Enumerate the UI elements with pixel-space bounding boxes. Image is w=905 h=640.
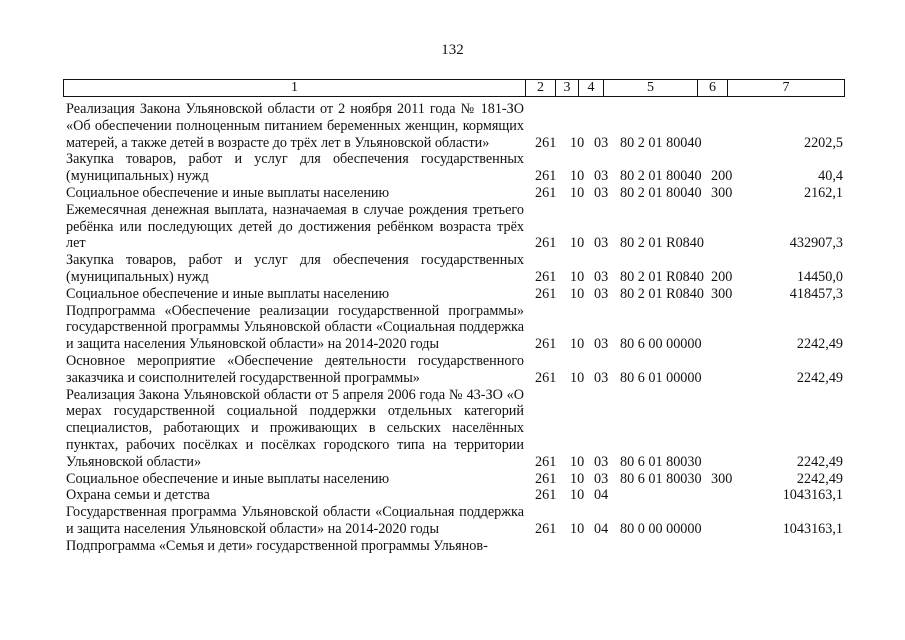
row-col-6: 300 <box>711 184 733 201</box>
row-col-5: 80 2 01 80040 <box>620 184 702 201</box>
table-row <box>0 151 905 185</box>
row-col-7: 2202,5 <box>803 134 843 151</box>
row-col-3: 10 <box>570 520 585 537</box>
table-row <box>0 471 905 488</box>
page-number: 132 <box>441 42 464 58</box>
row-col-3: 10 <box>570 184 585 201</box>
row-col-3: 10 <box>570 453 585 470</box>
table-row <box>0 303 905 353</box>
table-row <box>0 185 905 202</box>
row-name: Подпрограмма «Обеспечение реализации государственной программы» государственной программы Ульяновской области «Социальная поддержка и защита населения Ульяновской области» на 2014-2020 годы <box>66 302 524 353</box>
column-header-table <box>63 79 845 97</box>
row-col-2: 261 <box>535 285 557 302</box>
row-col-2: 261 <box>535 453 557 470</box>
row-col-4: 03 <box>594 369 609 386</box>
row-col-4: 04 <box>594 487 609 504</box>
row-col-4: 03 <box>594 235 609 252</box>
table-row <box>0 101 905 151</box>
row-col-4: 03 <box>594 134 609 151</box>
row-col-7: 2242,49 <box>796 336 843 353</box>
table-row <box>0 487 905 504</box>
row-col-5: 80 6 01 00000 <box>620 369 702 386</box>
row-col-2: 261 <box>535 470 557 487</box>
row-col-5: 80 6 00 00000 <box>620 336 702 353</box>
row-col-7: 14450,0 <box>796 268 843 285</box>
row-col-5: 80 2 01 80040 <box>620 168 702 185</box>
row-col-2: 261 <box>535 235 557 252</box>
row-name: Охрана семьи и детства <box>66 487 210 504</box>
row-col-5: 80 6 01 80030 <box>620 453 702 470</box>
row-col-6: 200 <box>711 168 733 185</box>
row-name: Социальное обеспечение и иные выплаты населению <box>66 184 390 201</box>
row-col-3: 10 <box>570 134 585 151</box>
row-col-2: 261 <box>535 336 557 353</box>
row-col-4: 03 <box>594 336 609 353</box>
row-col-4: 03 <box>594 168 609 185</box>
row-col-4: 03 <box>594 184 609 201</box>
table-row <box>0 538 905 555</box>
table-row <box>0 387 905 471</box>
row-col-2: 261 <box>535 487 557 504</box>
header-col-7: 7 <box>728 80 845 97</box>
row-col-3: 10 <box>570 369 585 386</box>
row-col-7: 418457,3 <box>789 285 843 302</box>
row-name: Закупка товаров, работ и услуг для обеспечения государственных (муниципальных) нужд <box>66 252 524 285</box>
table-row <box>0 353 905 387</box>
row-col-7: 1043163,1 <box>782 487 843 504</box>
row-col-7: 432907,3 <box>789 235 843 252</box>
row-col-6: 200 <box>711 268 733 285</box>
row-col-2: 261 <box>535 369 557 386</box>
header-col-1: 1 <box>64 80 526 97</box>
row-col-5: 80 6 01 80030 <box>620 470 702 487</box>
table-row <box>0 286 905 303</box>
header-col-5: 5 <box>604 80 698 97</box>
row-name: Социальное обеспечение и иные выплаты населению <box>66 285 390 302</box>
row-name: Реализация Закона Ульяновской области от 5 апреля 2006 года № 43-ЗО «О мерах государственной социальной поддержки отдельных категорий специалистов, работающих и проживающих в сельских населённых пунктах, рабочих посёлках и посёлках городского типа на территории Ульяновской области» <box>66 386 524 470</box>
header-col-3: 3 <box>556 80 579 97</box>
row-col-4: 03 <box>594 470 609 487</box>
row-col-5: 80 2 01 R0840 <box>620 285 704 302</box>
budget-rows <box>0 101 905 555</box>
row-col-3: 10 <box>570 285 585 302</box>
row-col-4: 03 <box>594 268 609 285</box>
row-col-7: 2242,49 <box>796 453 843 470</box>
row-col-4: 03 <box>594 285 609 302</box>
header-col-4: 4 <box>579 80 604 97</box>
row-col-7: 2162,1 <box>803 184 843 201</box>
row-col-5: 80 0 00 00000 <box>620 520 702 537</box>
row-col-3: 10 <box>570 487 585 504</box>
row-col-7: 2242,49 <box>796 470 843 487</box>
row-name: Социальное обеспечение и иные выплаты населению <box>66 470 390 487</box>
header-col-6: 6 <box>698 80 728 97</box>
row-col-2: 261 <box>535 268 557 285</box>
row-col-6: 300 <box>711 470 733 487</box>
row-col-5: 80 2 01 R0840 <box>620 235 704 252</box>
row-name: Закупка товаров, работ и услуг для обеспечения государственных (муниципальных) нужд <box>66 151 524 185</box>
row-col-2: 261 <box>535 520 557 537</box>
table-row <box>0 252 905 286</box>
row-col-3: 10 <box>570 268 585 285</box>
table-row <box>0 504 905 538</box>
row-col-3: 10 <box>570 336 585 353</box>
row-col-4: 03 <box>594 453 609 470</box>
row-col-2: 261 <box>535 168 557 185</box>
header-col-2: 2 <box>526 80 556 97</box>
row-name: Государственная программа Ульяновской области «Социальная поддержка и защита населения Ульяновской области» на 2014-2020 годы <box>66 504 524 537</box>
row-name: Подпрограмма «Семья и дети» государственной программы Ульянов- <box>66 537 488 554</box>
row-col-7: 2242,49 <box>796 369 843 386</box>
row-name: Реализация Закона Ульяновской области от 2 ноября 2011 года № 181-ЗО «Об обеспечении полноценным питанием беременных женщин, кормящих матерей, а также детей в возрасте до трёх лет в Ульяновской области» <box>66 101 524 151</box>
row-col-5: 80 2 01 80040 <box>620 134 702 151</box>
row-name: Основное мероприятие «Обеспечение деятельности государственного заказчика и соисполнителей государственной программы» <box>66 352 524 386</box>
row-col-7: 1043163,1 <box>782 520 843 537</box>
row-col-3: 10 <box>570 168 585 185</box>
table-row <box>0 202 905 252</box>
row-col-4: 04 <box>594 520 609 537</box>
row-col-7: 40,4 <box>818 168 843 185</box>
row-col-6: 300 <box>711 285 733 302</box>
row-col-2: 261 <box>535 184 557 201</box>
row-col-3: 10 <box>570 470 585 487</box>
row-name: Ежемесячная денежная выплата, назначаемая в случае рождения третьего ребёнка или последующих детей до достижения ребёнком возраста трёх лет <box>66 201 524 252</box>
row-col-3: 10 <box>570 235 585 252</box>
row-col-2: 261 <box>535 134 557 151</box>
row-col-5: 80 2 01 R0840 <box>620 268 704 285</box>
